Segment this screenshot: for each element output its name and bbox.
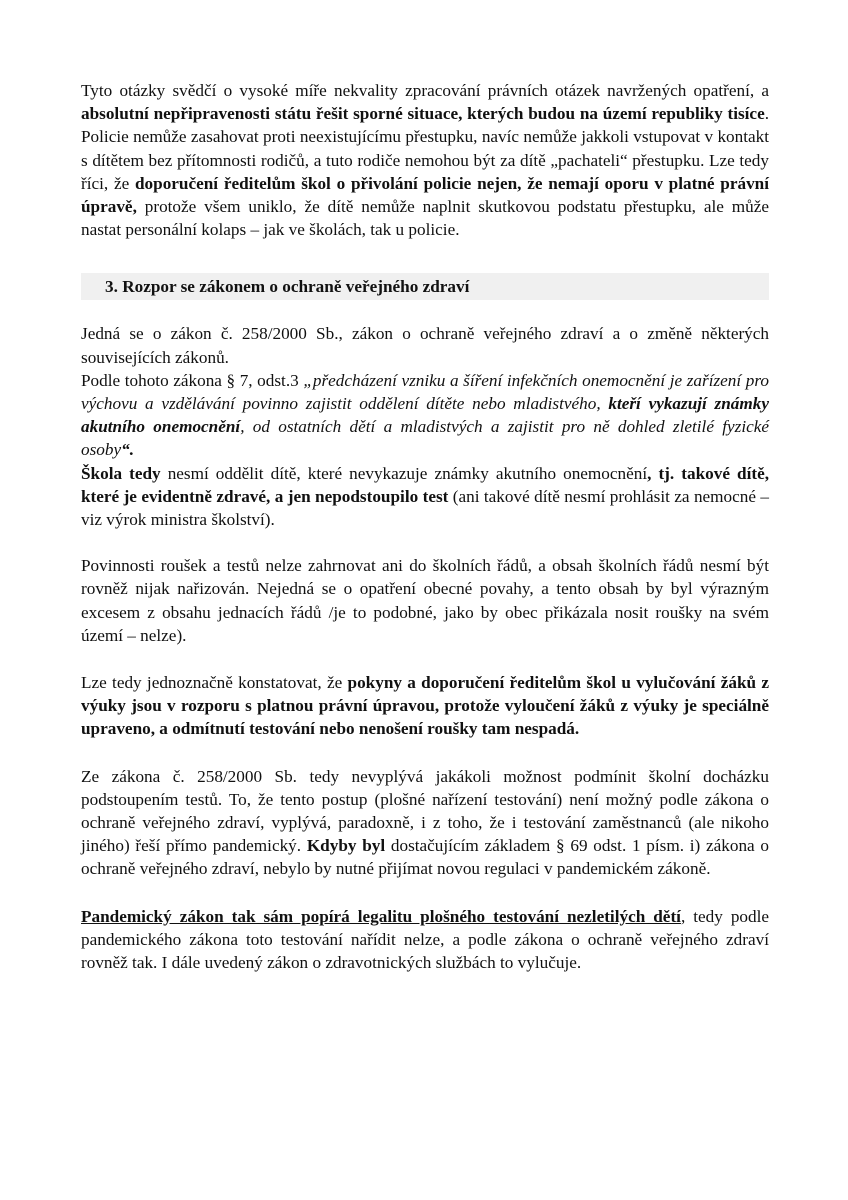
paragraph-testing-basis <box>81 765 769 881</box>
paragraph-school-separation <box>81 462 769 532</box>
italic-run: „předcházení vzniku a šíření infekčních onemocnění je zařízení pro výchovu a vzdělávání povinno zajistit oddělení dítěte nebo mladistvého, <box>81 370 769 414</box>
text-run: Podle tohoto zákona § 7, odst.3 <box>81 370 304 390</box>
section-heading-bar <box>81 273 769 300</box>
bold-run: doporučení ředitelům škol o přivolání policie nejen, že nemají oporu v platné právní úpravě, <box>81 173 769 217</box>
bold-italic-run: kteří vykazují známky akutního onemocnění <box>81 394 769 437</box>
paragraph-law-quote <box>81 369 769 462</box>
bold-run: pokyny a doporučení ředitelům škol u vylučování žáků z výuky jsou v rozporu s platnou právní úpravou, protože vyloučení žáků z výuky je speciálně upraveno, a odmítnutí testování nebo nenošení roušky tam nespadá. <box>81 673 770 739</box>
paragraph-police-consequences <box>81 79 769 241</box>
text-run: nesmí oddělit dítě, které nevykazuje známky akutního onemocnění <box>160 463 648 483</box>
text-run: (ani takové dítě nesmí prohlásit za nemocné – viz výrok ministra školství). <box>81 486 769 530</box>
bold-run: Kdyby byl <box>306 836 386 856</box>
text-run: Lze tedy jednoznačně konstatovat, že <box>81 673 348 693</box>
bold-run: , tj. takové dítě, které je evidentně zdravé, a jen nepodstoupilo test <box>81 463 769 506</box>
bold-run: absolutní nepřipravenosti státu řešit sporné situace, kterých budou na území republiky tisíce <box>81 104 765 124</box>
text-run: Tyto otázky svědčí o vysoké míře nekvality zpracování právních otázek navržených opatření, a <box>81 81 769 100</box>
text-run: , tedy podle pandemického zákona toto testování nařídit nelze, a podle zákona o ochraně veřejného zdraví rovněž tak. I dále uvedený zákon o zdravotnických službách to vylučuje. <box>81 906 770 973</box>
paragraph-conclusion <box>81 671 769 741</box>
paragraph-school-rules: Povinnosti roušek a testů nelze zahrnovat ani do školních řádů, a obsah školních řádů nesmí být rovněž nijak nařizován. Nejedná se o opatření obecné povahy, a tento obsah by byl výrazným excesem z obsahu jednacích řádů /je to podobné, jako by obec přikázala nosit roušky na svém území – nelze). <box>81 556 769 645</box>
text-run: protože všem uniklo, že dítě nemůže naplnit skutkovou podstatu přestupku, ale může nastat personální kolaps – jak ve školách, tak u policie. <box>81 197 769 240</box>
paragraph-law-reference: Jedná se o zákon č. 258/2000 Sb., zákon o ochraně veřejného zdraví a o změně některých souvisejících zákonů. <box>81 324 769 367</box>
text-run: Ze zákona č. 258/2000 Sb. tedy nevyplývá jakákoli možnost podmínit školní docházku podstoupením testů. To, že tento postup (plošné nařízení testování) není možný podle zákona o ochraně veřejného zdraví, vyplývá, paradoxně, i z toho, že i testování zaměstnanců (ale nikoho jiného) řeší přímo pandemický. <box>81 766 769 856</box>
document-page <box>81 79 769 974</box>
text-run: dostačujícím základem § 69 odst. 1 písm. i) zákona o ochraně veřejného zdraví, nebylo by nutné přijímat novou regulaci v pandemickém zákoně. <box>81 836 769 879</box>
text-run: . Policie nemůže zasahovat proti neexistujícímu přestupku, navíc nemůže jakkoli vstupovat v kontakt s dítětem bez přítomnosti rodičů, a tuto rodiče nemohou být za dítě „pachateli“ přestupku. Lze tedy říci, že <box>81 104 769 193</box>
section-heading: 3. Rozpor se zákonem o ochraně veřejného zdraví <box>105 276 470 296</box>
bold-run: Škola tedy <box>81 463 161 483</box>
italic-run: , od ostatních dětí a mladistvých a zajistit pro ně dohled zletilé fyzické osoby <box>81 417 769 460</box>
paragraph-pandemic-law <box>81 905 769 975</box>
bold-underlined-run: Pandemický zákon tak sám popírá legalitu plošného testování nezletilých dětí <box>81 906 681 926</box>
bold-italic-run: “. <box>121 440 134 460</box>
